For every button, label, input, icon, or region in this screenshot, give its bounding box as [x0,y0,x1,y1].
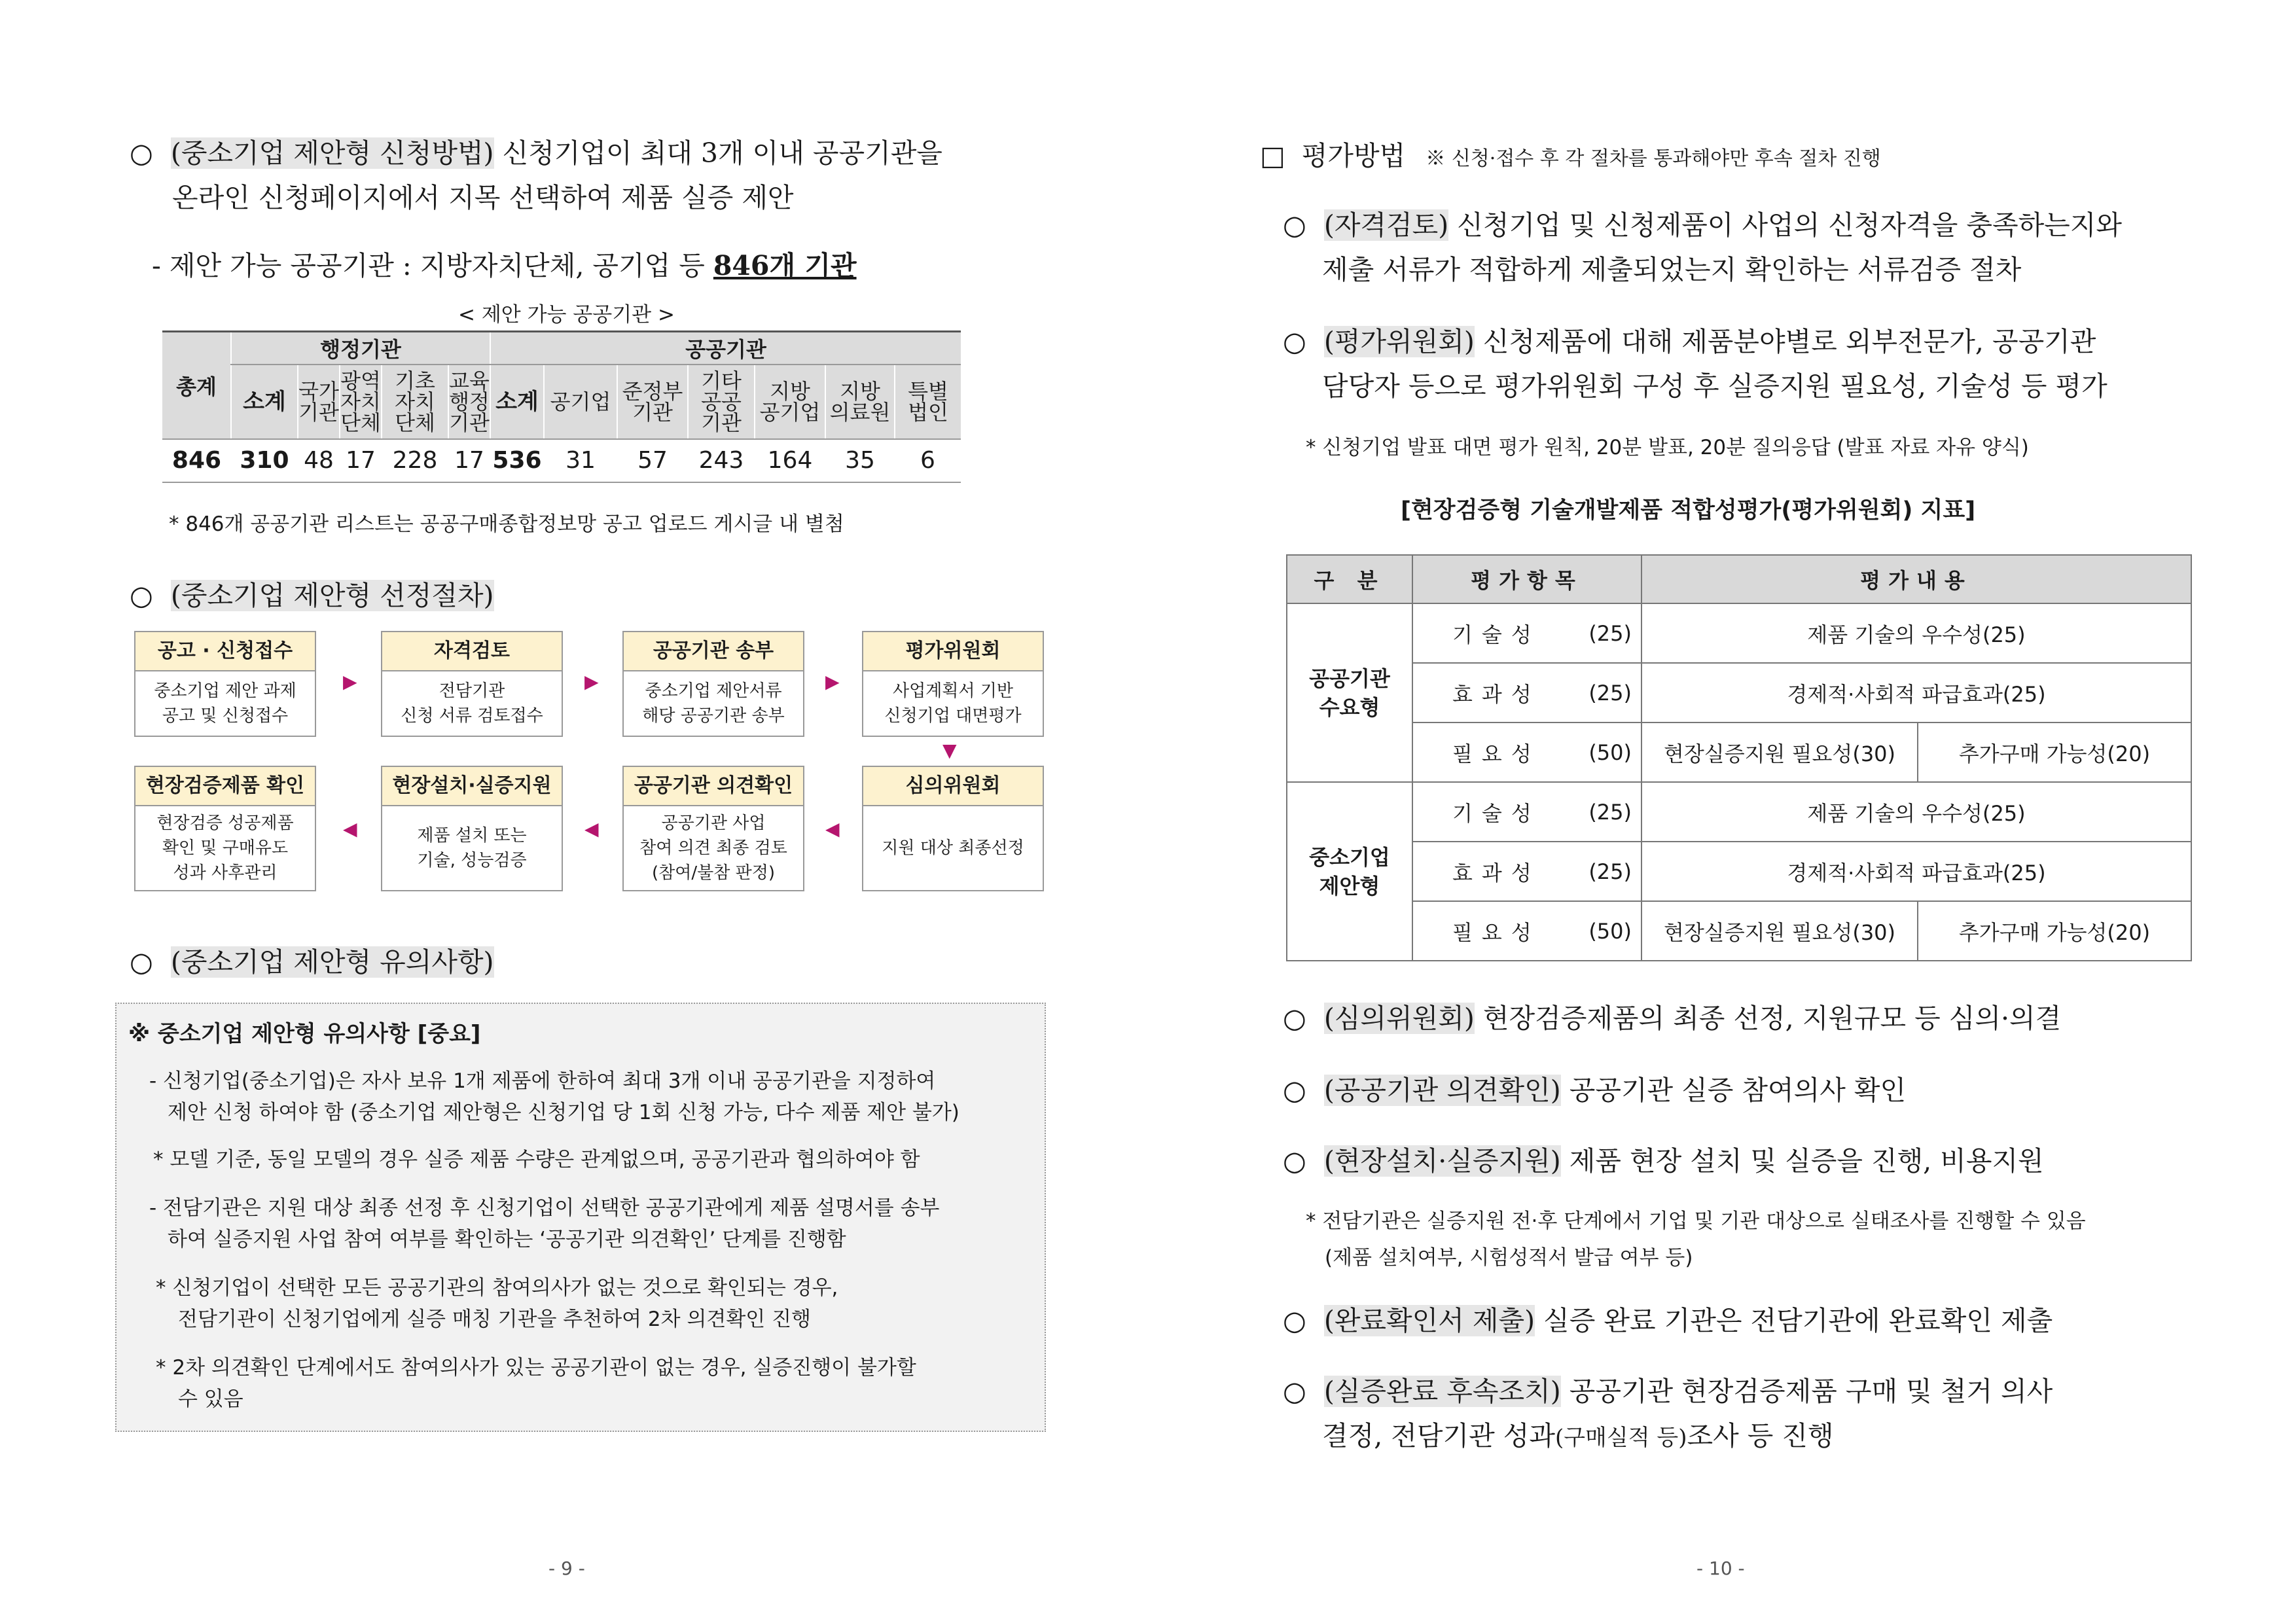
section-apply-method-line2: 온라인 신청페이지에서 지목 선택하여 제품 실증 제안 [172,182,794,213]
header-sub: 지방 의료원 [825,365,895,439]
para-install-support: ○ (현장설치·실증지원) 제품 현장 설치 및 실증을 진행, 비용지원 [1283,1145,2044,1177]
header-sub: 준정부 기관 [617,365,688,439]
table-row: 공공기관 수요형 기술성 (25) 제품 기술의 우수성(25) [1287,603,2191,663]
arrow-right-icon: ▶ [584,671,599,692]
flow-step-install-support: 현장설치·실증지원 제품 설치 또는 기술, 성능검증 [381,766,563,891]
flow-step-eligibility: 자격검토 전담기관 신청 서류 검토접수 [381,631,563,737]
header-sub: 공기업 [544,365,617,439]
flow-step-send-agency: 공공기관 송부 중소기업 제안서류 해당 공공기관 송부 [622,631,804,737]
table-row: 효과성 (25) 경제적·사회적 파급효과(25) [1287,663,2191,722]
notice-line: 하여 실증지원 사업 참여 여부를 확인하는 ‘공공기관 의견확인’ 단계를 진행함 [168,1228,846,1251]
page-number-right: - 10 - [1696,1558,1745,1579]
notice-line: * 모델 기준, 동일 모델의 경우 실증 제품 수량은 관계없으며, 공공기관과 협의하여야 함 [153,1148,920,1171]
notice-line: 전담기관이 신청기업에게 실증 매칭 기관을 추천하여 2차 의견확인 진행 [178,1308,811,1331]
header-sub: 지방 공기업 [755,365,825,439]
proposal-agencies-line: - 제안 가능 공공기관 : 지방자치단체, 공기업 등 846개 기관 [152,250,857,281]
table-row: 필요성 (50) 현장실증지원 필요성(30) 추가구매 가능성(20) [1287,722,2191,782]
section-precautions: ○ (중소기업 제안형 유의사항) [130,946,494,978]
para-followup: ○ (실증완료 후속조치) 공공기관 현장검증제품 구매 및 철거 의사 [1283,1376,2053,1407]
value-cell: 35 [825,439,895,482]
notice-line: * 2차 의견확인 단계에서도 참여의사가 있는 공공기관이 없는 경우, 실증진행이 불가할 [156,1356,916,1380]
header-sub: 특별 법인 [895,365,961,439]
value-cell: 243 [688,439,755,482]
header-admin-group: 행정기관 [231,332,490,365]
value-cell: 17 [448,439,490,482]
category-cell: 공공기관 수요형 [1287,603,1412,782]
notice-line: - 신청기업(중소기업)은 자사 보유 1개 제품에 한하여 최대 3개 이내 공공기관을 지정하여 [149,1069,936,1093]
agency-table [162,330,961,483]
header-sub: 소계 [490,365,544,439]
table-row: 중소기업 제안형 기술성 (25) 제품 기술의 우수성(25) [1287,782,2191,842]
evaluation-table [1286,554,2192,961]
header-sub: 소계 [231,365,298,439]
header-sub: 국가 기관 [298,365,340,439]
value-cell: 310 [231,439,298,482]
arrow-right-icon: ▶ [343,671,357,692]
flow-step-product-check: 현장검증제품 확인 현장검증 성공제품 확인 및 구매유도 성과 사후관리 [134,766,316,891]
table-row [162,439,961,482]
para-evaluation-committee: ○ (평가위원회) 신청제품에 대해 제품분야별로 외부전문가, 공공기관 [1283,326,2096,357]
section-evaluation-method: □ 평가방법 ※ 신청·접수 후 각 절차를 통과해야만 후속 절차 진행 [1260,140,1881,171]
notice-line: * 신청기업이 선택한 모든 공공기관의 참여의사가 없는 것으로 확인되는 경우, [156,1276,838,1300]
flow-step-agency-opinion: 공공기관 의견확인 공공기관 사업 참여 의견 최종 검토 (참여/불참 판정) [622,766,804,891]
notice-line: 수 있음 [178,1387,243,1411]
value-cell: 6 [895,439,961,482]
eval-table-title: [현장검증형 기술개발제품 적합성평가(평가위원회) 지표] [1401,497,1976,524]
para-completion-submit: ○ (완료확인서 제출) 실증 완료 기관은 전담기관에 완료확인 제출 [1283,1305,2053,1336]
presentation-note: * 신청기업 발표 대면 평가 원칙, 20분 발표, 20분 질의응답 (발표 자료 자유 양식) [1306,436,2029,459]
flow-step-announce: 공고 · 신청접수 중소기업 제안 과제 공고 및 신청접수 [134,631,316,737]
header-total: 총계 [162,332,231,439]
survey-note-line2: (제품 설치여부, 시험성적서 발급 여부 등) [1325,1246,1693,1270]
header-sub: 기초 자치 단체 [382,365,448,439]
arrow-left-icon: ◀ [825,818,840,840]
section-selection-process: ○ (중소기업 제안형 선정절차) [130,580,494,611]
header-item: 평가항목 [1412,555,1641,603]
arrow-left-icon: ◀ [584,818,599,840]
header-sub: 기타 공공 기관 [688,365,755,439]
header-sub: 광역 자치 단체 [340,365,382,439]
para-eligibility: ○ (자격검토) 신청기업 및 신청제품이 사업의 신청자격을 충족하는지와 [1283,209,2122,241]
survey-note: * 전담기관은 실증지원 전·후 단계에서 기업 및 기관 대상으로 실태조사를 진행할 수 있음 [1306,1209,2086,1233]
value-cell: 17 [340,439,382,482]
header-public-group: 공공기관 [490,332,961,365]
value-cell: 48 [298,439,340,482]
flow-step-evaluation-committee: 평가위원회 사업계획서 기반 신청기업 대면평가 [862,631,1044,737]
checkbox-square-icon: □ [1260,140,1285,171]
table-caption: < 제안 가능 공공기관 > [458,303,675,327]
header-sub: 교육 행정 기관 [448,365,490,439]
value-cell: 31 [544,439,617,482]
value-cell: 536 [490,439,544,482]
value-cell: 164 [755,439,825,482]
table-row: 필요성 (50) 현장실증지원 필요성(30) 추가구매 가능성(20) [1287,901,2191,961]
para-review-committee: ○ (심의위원회) 현장검증제품의 최종 선정, 지원규모 등 심의·의결 [1283,1003,2062,1034]
notice-box [115,1003,1046,1432]
para-agency-opinion: ○ (공공기관 의견확인) 공공기관 실증 참여의사 확인 [1283,1075,1907,1106]
para-eligibility-line2: 제출 서류가 적합하게 제출되었는지 확인하는 서류검증 절차 [1322,254,2022,285]
notice-line: 제안 신청 하여야 함 (중소기업 제안형은 신청기업 당 1회 신청 가능, 다수 제품 제안 불가) [168,1101,960,1124]
notice-title: ※ 중소기업 제안형 유의사항 [중요] [128,1021,481,1047]
page-number-left: - 9 - [548,1558,585,1579]
section-apply-method: ○ (중소기업 제안형 신청방법) 신청기업이 최대 3개 이내 공공기관을 [130,137,942,169]
value-cell: 846 [162,439,231,482]
table-note: * 846개 공공기관 리스트는 공공구매종합정보망 공고 업로드 게시글 내 별첨 [169,512,844,536]
category-cell: 중소기업 제안형 [1287,782,1412,961]
value-cell: 228 [382,439,448,482]
header-category: 구 분 [1287,555,1412,603]
table-row: 효과성 (25) 경제적·사회적 파급효과(25) [1287,842,2191,901]
para-evaluation-committee-line2: 담당자 등으로 평가위원회 구성 후 실증지원 필요성, 기술성 등 평가 [1322,370,2108,402]
arrow-down-icon: ▼ [942,740,957,761]
header-content: 평가내용 [1641,555,2191,603]
para-followup-line2: 결정, 전담기관 성과(구매실적 등)조사 등 진행 [1322,1420,1834,1452]
arrow-left-icon: ◀ [343,818,357,840]
value-cell: 57 [617,439,688,482]
arrow-right-icon: ▶ [825,671,840,692]
flow-step-review-committee: 심의위원회 지원 대상 최종선정 [862,766,1044,891]
notice-line: - 전담기관은 지원 대상 최종 선정 후 신청기업이 선택한 공공기관에게 제품 설명서를 송부 [149,1196,940,1220]
